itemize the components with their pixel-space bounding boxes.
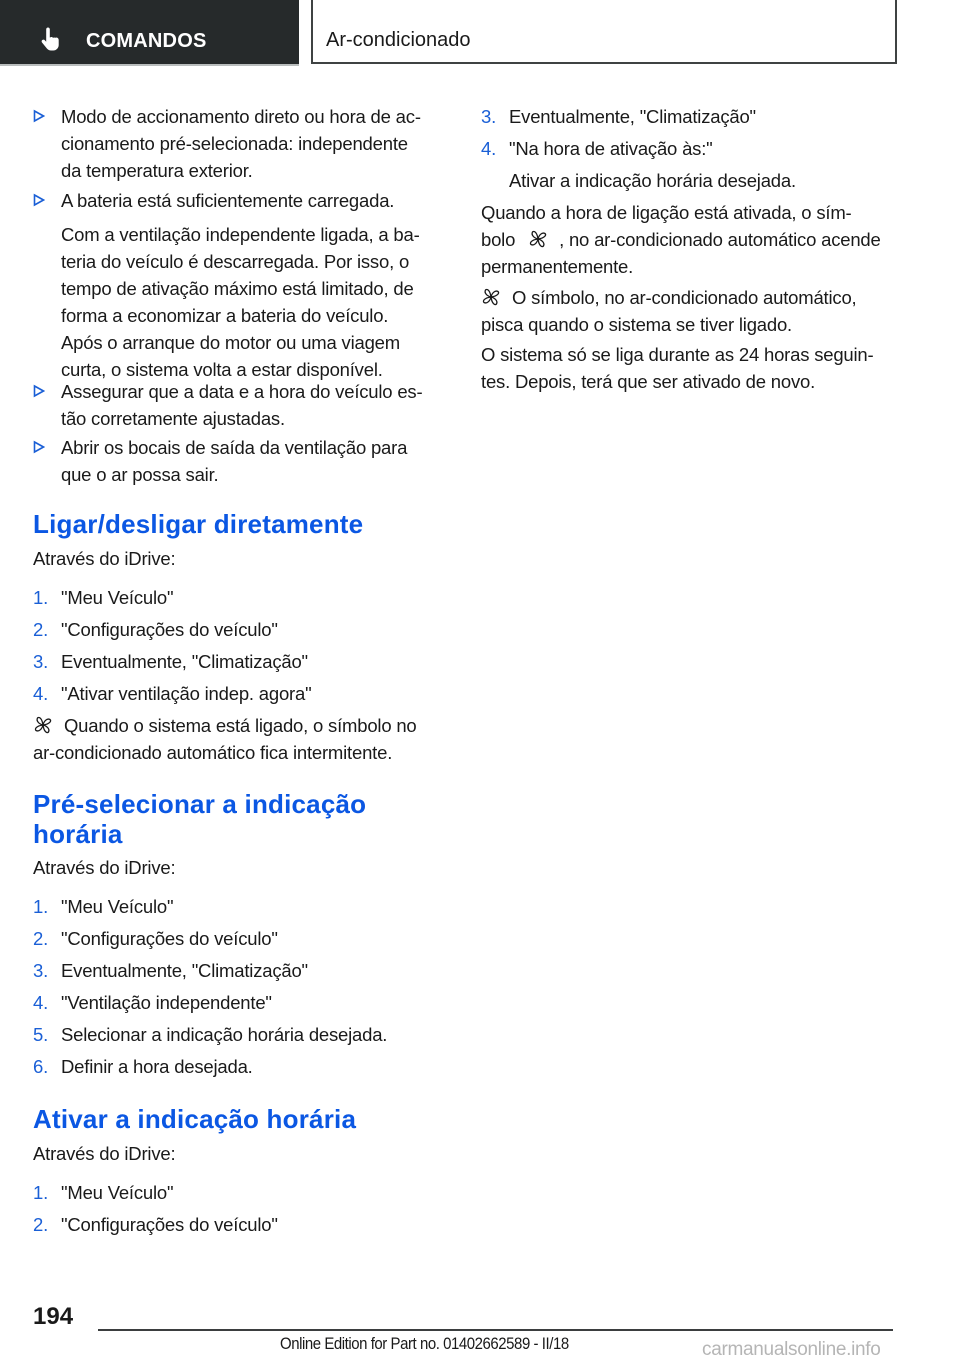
bullet-text: A bateria está suficientemente carregada. — [61, 190, 395, 211]
bullet-text: tão corretamente ajustadas. — [61, 408, 285, 429]
page-header — [0, 0, 960, 66]
bullet-item — [33, 187, 463, 383]
list-subtext: Ativar a indicação horária desejada. — [509, 170, 796, 191]
section-intro: Através do iDrive: — [33, 548, 176, 569]
list-number: 6. — [33, 1056, 49, 1077]
note-line: ar-condicionado automático fica intermitente. — [33, 742, 393, 763]
list-item — [33, 925, 463, 952]
list-number: 2. — [33, 619, 49, 640]
note-line: Após o arranque do motor ou uma viagem — [61, 332, 400, 353]
list-item — [33, 957, 463, 984]
list-item — [481, 103, 911, 130]
list-text: "Configurações do veículo" — [61, 928, 278, 949]
fan-note — [33, 712, 463, 766]
fan-icon — [481, 287, 501, 307]
list-item — [33, 1053, 463, 1080]
list-item — [33, 648, 463, 675]
watermark: carmanualsonline.info — [702, 1339, 881, 1360]
list-text: "Configurações do veículo" — [61, 1214, 278, 1235]
text-fragment: bolo — [481, 229, 516, 250]
chapter-title: Ar-condicionado — [326, 29, 471, 51]
list-number: 4. — [33, 683, 49, 704]
bullet-note — [61, 221, 463, 383]
edition-text: Online Edition for Part no. 01402662589 - II/18 — [280, 1334, 569, 1353]
chapter-tab — [311, 0, 897, 64]
list-item — [33, 1179, 463, 1206]
list-item — [481, 135, 911, 194]
fan-icon — [528, 229, 548, 249]
hand-pointer-icon — [40, 26, 64, 52]
fan-note — [481, 284, 911, 338]
list-number: 3. — [33, 651, 49, 672]
list-item — [33, 616, 463, 643]
section-heading — [33, 789, 366, 849]
note-line: teria do veículo é descarregada. Por isso, o — [61, 251, 410, 272]
bullet-item — [33, 378, 463, 432]
paragraph-line: O sistema só se liga durante as 24 horas seguin- — [481, 344, 874, 365]
footer-divider — [98, 1329, 893, 1331]
list-number: 1. — [33, 896, 49, 917]
list-text: Definir a hora desejada. — [61, 1056, 253, 1077]
list-item — [33, 1211, 463, 1238]
list-text: Eventualmente, "Climatização" — [61, 960, 308, 981]
bullet-text: cionamento pré-selecionada: independente — [61, 133, 408, 154]
fan-icon — [33, 715, 53, 735]
bullet-item — [33, 103, 463, 184]
list-number: 5. — [33, 1024, 49, 1045]
list-text: "Na hora de ativação às:" — [509, 138, 713, 159]
text-fragment: , no ar-condicionado automático acende — [559, 229, 881, 250]
section-heading: Ativar a indicação horária — [33, 1104, 357, 1134]
section-intro: Através do iDrive: — [33, 1143, 176, 1164]
paragraph-line: Quando a hora de ligação está ativada, o sím- — [481, 202, 852, 223]
list-text: "Configurações do veículo" — [61, 619, 278, 640]
note-line: curta, o sistema volta a estar disponível. — [61, 359, 383, 380]
list-item — [33, 1021, 463, 1048]
paragraph — [481, 199, 911, 280]
note-line: pisca quando o sistema se tiver ligado. — [481, 314, 792, 335]
bullet-text: que o ar possa sair. — [61, 464, 219, 485]
paragraph-line: permanentemente. — [481, 256, 634, 277]
list-number: 1. — [33, 1182, 49, 1203]
note-line: tempo de ativação máximo está limitado, de — [61, 278, 414, 299]
bullet-text: da temperatura exterior. — [61, 160, 253, 181]
list-number: 2. — [33, 1214, 49, 1235]
list-text: "Ativar ventilação indep. agora" — [61, 683, 312, 704]
heading-line: Pré-selecionar a indicação — [33, 789, 367, 819]
paragraph-line — [481, 226, 911, 253]
list-text: Selecionar a indicação horária desejada. — [61, 1024, 388, 1045]
list-text: "Meu Veículo" — [61, 896, 174, 917]
bullet-text: Abrir os bocais de saída da ventilação para — [61, 437, 408, 458]
list-number: 2. — [33, 928, 49, 949]
bullet-text: Modo de accionamento direto ou hora de ac- — [61, 106, 421, 127]
section-tab — [0, 0, 299, 66]
bullet-text: Assegurar que a data e a hora do veículo es- — [61, 381, 423, 402]
list-text: "Meu Veículo" — [61, 1182, 174, 1203]
heading-line: horária — [33, 819, 123, 849]
list-item — [33, 680, 463, 707]
bullet-item — [33, 434, 463, 488]
list-text: Eventualmente, "Climatização" — [61, 651, 308, 672]
list-number: 3. — [481, 106, 497, 127]
list-text: "Meu Veículo" — [61, 587, 174, 608]
list-item — [33, 893, 463, 920]
list-text: "Ventilação independente" — [61, 992, 272, 1013]
paragraph-line: tes. Depois, terá que ser ativado de novo. — [481, 371, 816, 392]
list-text: Eventualmente, "Climatização" — [509, 106, 756, 127]
section-heading: Ligar/desligar diretamente — [33, 509, 364, 539]
note-line: forma a economizar a bateria do veículo. — [61, 305, 389, 326]
section-title: COMANDOS — [86, 30, 207, 52]
page-number: 194 — [33, 1303, 74, 1330]
list-number: 1. — [33, 587, 49, 608]
list-number: 3. — [33, 960, 49, 981]
section-intro: Através do iDrive: — [33, 857, 176, 878]
list-item — [33, 584, 463, 611]
list-number: 4. — [481, 138, 497, 159]
paragraph — [481, 341, 911, 395]
list-item — [33, 989, 463, 1016]
note-line: Com a ventilação independente ligada, a ba- — [61, 224, 420, 245]
list-number: 4. — [33, 992, 49, 1013]
note-line: Quando o sistema está ligado, o símbolo no — [63, 715, 417, 736]
note-line: O símbolo, no ar-condicionado automático, — [511, 287, 857, 308]
